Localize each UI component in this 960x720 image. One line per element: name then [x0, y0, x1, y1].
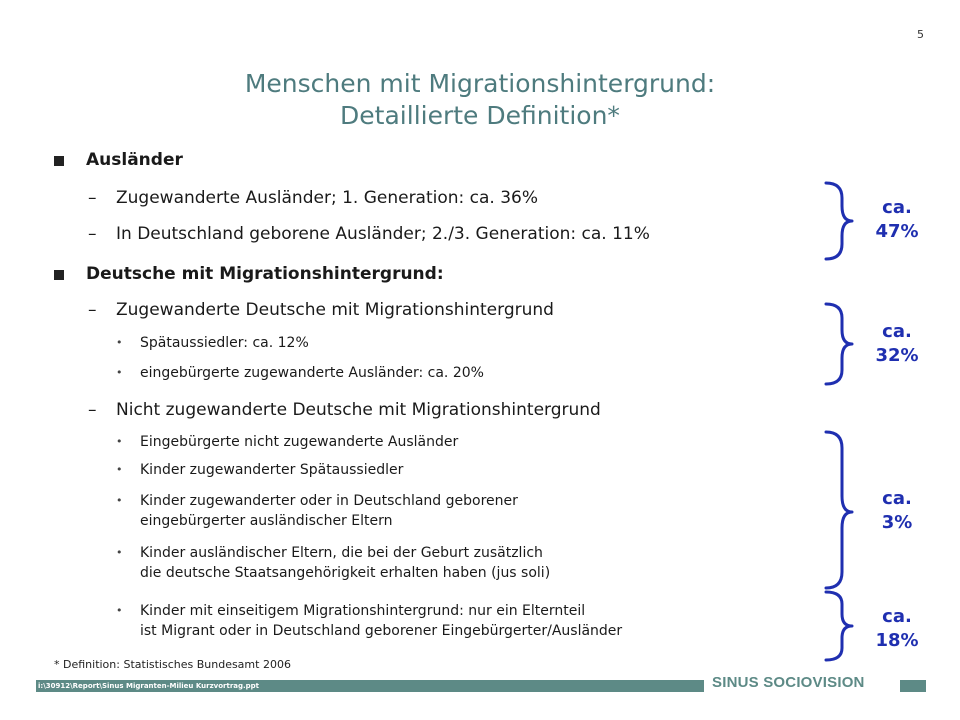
sinus-sociovision-logo: SINUS SOCIOVISION: [712, 674, 865, 691]
sub-list-item: Kinder ausländischer Eltern, die bei der Geburt zusätzlich: [140, 545, 543, 561]
page-number: 5: [917, 28, 924, 41]
dot-bullet-icon: •: [116, 336, 123, 349]
dot-bullet-icon: •: [116, 494, 123, 507]
footer-file-path: i:\30912\Report\Sinus Migranten-Milieu Kurzvortrag.ppt: [38, 682, 260, 690]
dash-bullet: –: [88, 224, 97, 244]
brace-label-value: 47%: [875, 221, 919, 242]
dash-bullet: –: [88, 188, 97, 208]
dash-bullet: –: [88, 300, 97, 320]
sub-list-item: Spätaussiedler: ca. 12%: [140, 335, 309, 351]
list-item: Nicht zugewanderte Deutsche mit Migrationshintergrund: [116, 400, 601, 420]
sub-list-item-continued: die deutsche Staatsangehörigkeit erhalten haben (jus soli): [140, 565, 551, 581]
dot-bullet-icon: •: [116, 463, 123, 476]
brace-label-line: ca.: [882, 197, 912, 218]
title-line-2: Detaillierte Definition*: [340, 101, 620, 130]
brace-label-value: 32%: [875, 345, 919, 366]
section-heading-auslaender: Ausländer: [86, 150, 183, 170]
title-line-1: Menschen mit Migrationshintergrund:: [244, 69, 716, 98]
footer-bar-end: [900, 680, 926, 692]
sub-list-item-continued: ist Migrant oder in Deutschland geborener Eingebürgerter/Ausländer: [140, 623, 623, 639]
brace-label-32: [852, 320, 942, 368]
brace-label-3: [852, 487, 942, 535]
right-brace-icon: [826, 432, 852, 588]
brace-label-line: ca.: [882, 606, 912, 627]
right-brace-icon: [826, 183, 852, 259]
brace-label-line: ca.: [882, 488, 912, 509]
brace-label-47: [852, 196, 942, 244]
brace-label-value: 18%: [875, 630, 919, 651]
sub-list-item: Kinder zugewanderter Spätaussiedler: [140, 462, 404, 478]
dot-bullet-icon: •: [116, 604, 123, 617]
dash-bullet: –: [88, 400, 97, 420]
right-brace-icon: [826, 592, 852, 660]
dot-bullet-icon: •: [116, 546, 123, 559]
list-item: Zugewanderte Ausländer; 1. Generation: ca. 36%: [116, 188, 539, 208]
list-item: Zugewanderte Deutsche mit Migrationshintergrund: [116, 300, 554, 320]
brace-label-line: ca.: [882, 321, 912, 342]
brace-label-value: 3%: [881, 512, 913, 533]
sub-list-item: Eingebürgerte nicht zugewanderte Ausländer: [140, 434, 459, 450]
sub-list-item-continued: eingebürgerter ausländischer Eltern: [140, 513, 393, 529]
list-item: In Deutschland geborene Ausländer; 2./3. Generation: ca. 11%: [116, 224, 650, 244]
sub-list-item: Kinder zugewanderter oder in Deutschland geborener: [140, 493, 518, 509]
section-heading-deutsche: Deutsche mit Migrationshintergrund:: [86, 264, 444, 284]
sub-list-item: Kinder mit einseitigem Migrationshintergrund: nur ein Elternteil: [140, 603, 586, 619]
dot-bullet-icon: •: [116, 366, 123, 379]
right-brace-icon: [826, 304, 852, 384]
brace-label-18: [852, 605, 942, 653]
footnote: * Definition: Statistisches Bundesamt 2006: [54, 658, 291, 671]
sub-list-item: eingebürgerte zugewanderte Ausländer: ca. 20%: [140, 365, 484, 381]
dot-bullet-icon: •: [116, 435, 123, 448]
